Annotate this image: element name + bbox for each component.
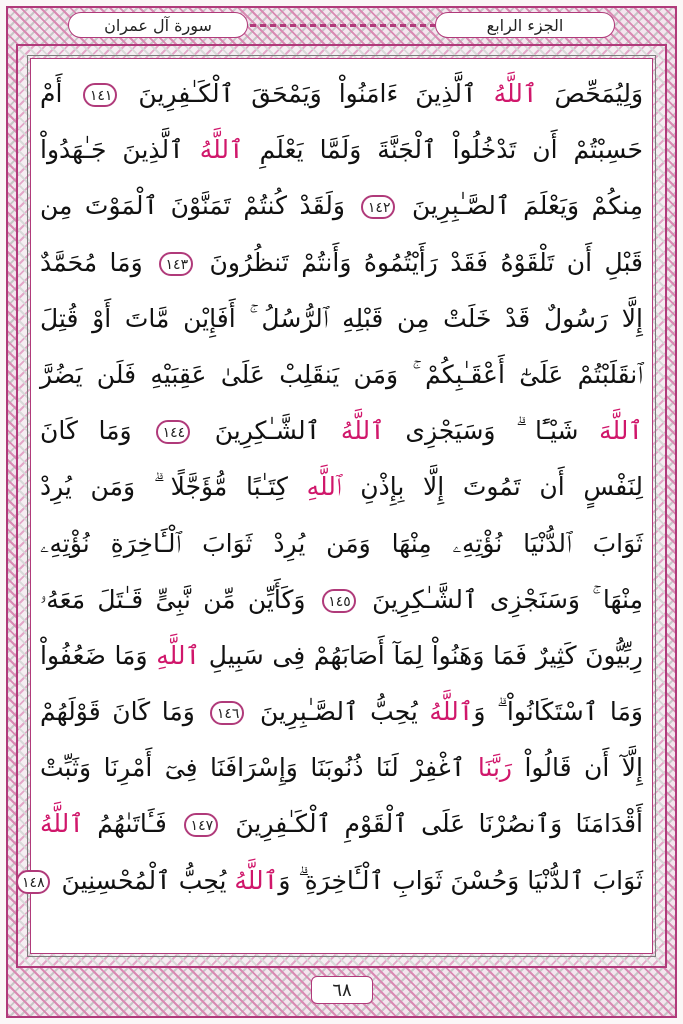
verse-line [40,178,643,234]
verse-text: إِلَّا رَسُولٌ قَدْ خَلَتْ مِن قَبْلِهِ ٱلرُّسُلُ ۚ أَفَإِيْن مَّاتَ أَوْ قُتِلَ [40,303,643,333]
verse-line [40,66,643,122]
ayah-number-marker: ١٤٥ [322,589,356,613]
juz-name-header [435,12,615,38]
verse-text: ثَوَابَ ٱلدُّنْيَا نُؤْتِهِۦ مِنْهَا وَمَن يُرِدْ ثَوَابَ ٱلْـَٔاخِرَةِ نُؤْتِهِۦ [40,528,643,558]
page-number: ٦٨ [332,979,352,1001]
verse-text: شَيْـًٔا ۗ وَسَيَجْزِى [384,416,600,446]
verse-text: وَمَا مُحَمَّدٌ [40,247,156,277]
ayah-number-marker: ١٤٣ [159,252,193,276]
verse-line [40,572,643,628]
ayah-number-marker: ١٤٤ [156,420,190,444]
verse-text: حَسِبْتُمْ أَن تَدْخُلُواْ ٱلْجَنَّةَ وَلَمَّا يَعْلَمِ [243,135,643,165]
verse-line [40,122,643,178]
verse-line [40,459,643,515]
verse-text: وَمَا ضَعُفُواْ [40,640,157,670]
verse-line [40,291,643,347]
ayah-number-marker: ١٤٧ [184,813,218,837]
surah-name-header [68,12,248,38]
divine-name-text: ٱللَّهُ [199,135,244,165]
surah-name: سورة آل عمران [104,15,212,35]
header-divider [250,24,435,27]
divine-name-text: ٱللَّهُ [493,79,538,108]
ayah-number-marker: ١٤١ [83,83,117,107]
page-number-box [311,976,373,1004]
divine-name-text: ٱللَّهُ [340,416,385,446]
verse-text: مِنْهَا ۚ وَسَنَجْزِى ٱلشَّـٰكِرِينَ [359,584,643,614]
verse-text: مِنكُمْ وَيَعْلَمَ ٱلصَّـٰبِرِينَ [399,191,643,221]
verse-text: أَمْ [40,79,80,108]
verse-text: قَبْلِ أَن تَلْقَوْهُ فَقَدْ رَأَيْتُمُوهُ وَأَنتُمْ تَنظُرُونَ [197,247,643,277]
verse-text: ٱلشَّـٰكِرِينَ [194,416,341,446]
divine-name-text: ٱللَّهِ [156,640,201,670]
ayah-number-marker: ١٤٦ [210,701,244,725]
divine-name-text: ٱللَّهَ [599,416,644,446]
verse-text: أَقْدَامَنَا وَٱنصُرْنَا عَلَى ٱلْقَوْمِ ٱلْكَـٰفِرِينَ [222,809,644,839]
verse-text: ٱلَّذِينَ ءَامَنُواْ وَيَمْحَقَ ٱلْكَـٰفِرِينَ [121,79,494,108]
verse-line [40,516,643,572]
verse-text: ٱلَّذِينَ جَـٰهَدُواْ [40,135,200,165]
verse-text: وَمَا كَانَ قَوْلَهُمْ [40,697,207,727]
verse-text: كِتَـٰبًا مُّؤَجَّلًا ۗ وَمَن يُرِدْ [40,472,307,502]
juz-name: الجزء الرابع [486,15,564,35]
verse-text: وَمَا كَانَ [40,416,153,446]
verse-line [40,403,643,459]
verse-text: وَلِيُمَحِّصَ [537,79,644,108]
verse-text: لِنَفْسٍ أَن تَمُوتَ إِلَّا بِإِذْنِ [341,472,643,502]
divine-name-text: ٱللَّهِ [306,472,342,502]
divine-name-text: رَبَّنَا [477,753,513,783]
divine-name-text: ٱللَّهُ [40,809,84,839]
verse-text: ٱغْفِرْ لَنَا ذُنُوبَنَا وَإِسْرَافَنَا فِىٓ أَمْرِنَا وَثَبِّتْ [40,753,478,783]
verse-text: يُحِبُّ ٱلْمُحْسِنِينَ [53,865,235,895]
verse-line [40,684,643,740]
verse-line [40,628,643,684]
verse-line [22,853,643,909]
verse-text: إِلَّآ أَن قَالُواْ [512,753,643,783]
ayah-number-marker: ١٤٢ [361,195,395,219]
verse-text: وَكَأَيِّن مِّن نَّبِىٍّ قَـٰتَلَ مَعَهُۥ [40,584,318,614]
divine-name-text: ٱللَّهُ [234,865,279,895]
verse-text: فَـَٔاتَىٰهُمُ [83,809,181,839]
verse-text: رِبِّيُّونَ كَثِيرٌ فَمَا وَهَنُواْ لِمَآ أَصَابَهُمْ فِى سَبِيلِ [200,640,643,670]
verse-line [40,796,643,852]
verse-line [40,347,643,403]
verse-text: ٱنقَلَبْتُمْ عَلَىٰٓ أَعْقَـٰبِكُمْ ۚ وَمَن يَنقَلِبْ عَلَىٰ عَقِبَيْهِ فَلَن يَضُرَّ [40,359,643,389]
verse-text: وَلَقَدْ كُنتُمْ تَمَنَّوْنَ ٱلْمَوْتَ مِن [40,191,358,221]
divine-name-text: ٱللَّهُ [429,697,474,727]
verse-lines [22,66,644,909]
verse-text: ثَوَابَ ٱلدُّنْيَا وَحُسْنَ ثَوَابِ ٱلْـَٔاخِرَةِ ۗ وَ [278,865,643,895]
verse-text: يُحِبُّ ٱلصَّـٰبِرِينَ [248,697,430,727]
verse-text: وَمَا ٱسْتَكَانُواْ ۗ وَ [473,697,643,727]
verse-line [40,235,643,291]
ayah-number-marker: ١٤٨ [16,870,50,894]
verse-line [40,740,643,796]
